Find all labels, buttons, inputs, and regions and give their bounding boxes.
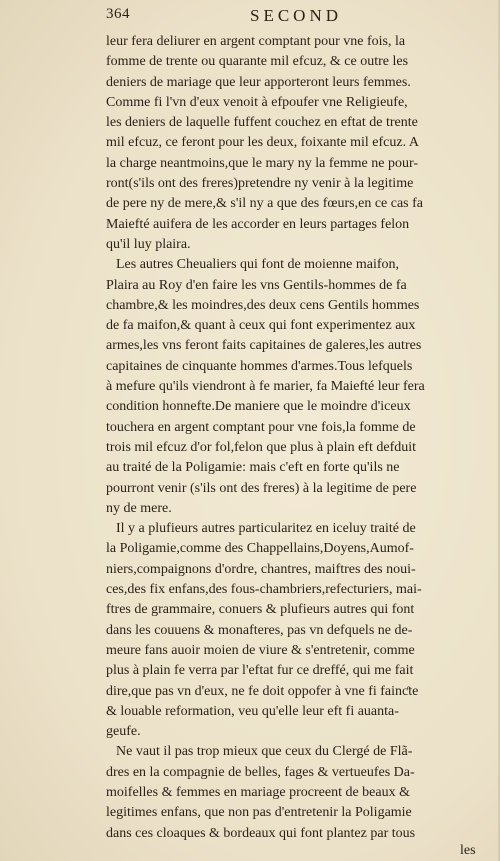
text-line: capitaines de cinquante hommes d'armes.Tous lefquels	[106, 358, 413, 374]
paragraph-first-line: Il y a plufieurs autres particularitez en iceluy traité de	[116, 521, 416, 537]
text-line: dans ces cloaques & bordeaux qui font plantez par tous	[106, 825, 416, 841]
text-line: de fa maifon,& quant à ceux qui font experimentez aux	[106, 318, 416, 334]
text-block	[106, 32, 486, 844]
text-line: niers,compaignons d'ordre, chantres, maiftres des noui-	[106, 561, 416, 577]
text-line: plus à plain fe verra par l'eftat fur ce dreffé, qui me fait	[106, 663, 414, 679]
paragraph-first-line: Les autres Cheualiers qui font de moienne maifon,	[116, 257, 400, 273]
text-line: ftres de grammaire, conuers & plufieurs autres qui font	[106, 602, 415, 618]
text-line: legitimes enfans, que non pas d'entretenir la Poligamie	[106, 805, 412, 821]
text-line: la Poligamie,comme des Chappellains,Doyens,Aumof-	[106, 541, 414, 557]
text-line: & louable reformation, veu qu'elle leur eft fi auanta-	[106, 703, 399, 719]
text-line: Comme fi l'vn d'eux venoit à efpoufer vne Religieufe,	[106, 94, 408, 110]
text-line: pourront venir (s'ils ont des freres) à la legitime de pere	[106, 480, 417, 496]
page-number: 364	[106, 6, 130, 22]
text-line: qu'il luy plaira.	[106, 236, 191, 252]
paragraph-first-line: Ne vaut il pas trop mieux que ceux du Clergé de Flã-	[116, 744, 413, 760]
text-line: au traité de la Poligamie: mais c'eft en forte qu'ils ne	[106, 460, 400, 476]
text-line: touchera en argent comptant pour vne fois,la fomme de	[106, 419, 416, 435]
text-line: meure fans auoir moien de viure & s'entretenir, comme	[106, 642, 415, 658]
text-line: trois mil efcuz d'or fol,felon que plus à plain eft defduit	[106, 439, 417, 455]
text-line: armes,les vns feront faits capitaines de galeres,les autres	[106, 338, 422, 354]
text-line: dire,que pas vn d'eux, ne fe doit oppofer à vne fi fainƈte	[106, 683, 419, 699]
text-line: chambre,& les moindres,des deux cens Gentils hommes	[106, 297, 420, 313]
text-line: la charge neantmoins,que le mary ny la femme ne pour-	[106, 155, 419, 171]
text-line: mil efcuz, ce feront pour les deux, foixante mil efcuz. A	[106, 135, 419, 151]
text-line: les deniers de laquelle fuffent couchez en eftat de trente	[106, 115, 418, 131]
catchword: les	[460, 843, 476, 858]
text-line: dres en la compagnie de belles, fages & vertueufes Da-	[106, 764, 415, 780]
text-line: geufe.	[106, 724, 141, 740]
page-header	[106, 6, 486, 30]
text-line: fomme de trente ou quarante mil efcuz, & ce outre les	[106, 54, 409, 70]
text-line: ny de mere.	[106, 500, 172, 516]
text-line: à mefure qu'ils viendront à fe marier, fa Maiefté leur fera	[106, 379, 425, 395]
text-line: deniers de mariage que leur apporteront leurs femmes.	[106, 74, 411, 90]
text-line: Plaira au Roy d'en faire les vns Gentils-hommes de fa	[106, 277, 407, 293]
text-line: Maiefté auifera de les accorder en leurs partages felon	[106, 216, 410, 232]
running-title: SECOND	[250, 6, 343, 25]
text-line: condition honnefte.De maniere que le moindre d'iceux	[106, 399, 411, 415]
text-line: leur fera deliurer en argent comptant pour vne fois, la	[106, 34, 406, 49]
text-line: ront(s'ils ont des freres)pretendre ny venir à la legitime	[106, 176, 414, 192]
text-line: de pere ny de mere,& s'il ny a que des fœurs,en ce cas fa	[106, 196, 424, 212]
text-line: moifelles & femmes en mariage procreent de beaux &	[106, 784, 410, 800]
text-line: dans les couuens & monafteres, pas vn defquels ne de-	[106, 622, 413, 638]
text-line: ces,des fix enfans,des fous-chambriers,refecturiers, mai-	[106, 582, 422, 598]
